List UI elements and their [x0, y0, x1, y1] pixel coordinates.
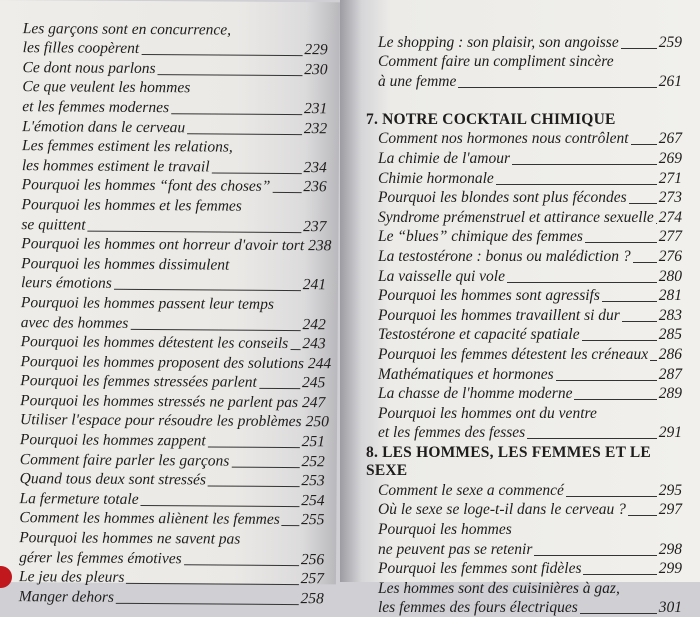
toc-entry-title: ne peuvent pas se retenir — [378, 541, 532, 559]
dot-leader — [272, 192, 301, 193]
toc-entry-title: La vaisselle qui vole — [378, 268, 505, 286]
toc-entry-page: 244 — [308, 355, 331, 373]
toc-entry-title: Ce que veulent les hommes — [22, 79, 190, 98]
toc-entry-title: La testostérone : bonus ou malédiction ? — [378, 248, 631, 266]
toc-entry-page: 242 — [302, 316, 325, 334]
toc-entry-title: les hommes estiment le travail — [22, 157, 210, 176]
dot-leader — [580, 613, 657, 614]
toc-entry-title: Testostérone et capacité spatiale — [378, 326, 580, 344]
toc-entry-page: 229 — [304, 41, 327, 59]
toc-entry-title: les filles coopèrent — [23, 39, 140, 58]
toc-list-chapter-8 — [378, 480, 682, 617]
toc-entry-title: Les hommes sont des cuisinières à gaz, — [378, 580, 620, 598]
toc-entry — [378, 266, 682, 286]
toc-entry-page: 295 — [659, 482, 682, 500]
toc-entry-page: 269 — [659, 150, 682, 168]
toc-entry-page: 291 — [659, 424, 682, 442]
dot-leader — [628, 515, 657, 516]
toc-entry — [378, 423, 682, 443]
toc-entry-page: 297 — [659, 501, 682, 519]
toc-entry-page: 301 — [659, 599, 682, 617]
dot-leader — [534, 555, 656, 556]
toc-entry — [20, 449, 325, 471]
dot-leader — [582, 340, 657, 341]
toc-entry-title: Utiliser l'espace pour résoudre les problèmes — [20, 412, 302, 432]
toc-entry — [23, 18, 328, 40]
toc-entry-title: Comment nos hormones nous contrôlent — [378, 130, 629, 148]
toc-entry — [19, 508, 324, 530]
toc-entry-title: Pourquoi les hommes “font des choses” — [22, 177, 271, 197]
toc-entry-title: La fermeture totale — [19, 490, 138, 509]
toc-entry — [378, 344, 682, 364]
toc-entry-title: gérer les femmes émotives — [19, 549, 182, 568]
toc-entry-page: 251 — [302, 433, 325, 451]
toc-entry — [19, 567, 324, 589]
toc-entry-page: 261 — [659, 73, 682, 91]
dot-leader — [574, 399, 656, 400]
dot-leader — [566, 496, 657, 497]
toc-entry — [20, 430, 325, 452]
toc-entry-page: 259 — [659, 34, 682, 52]
toc-entry-title: avec des hommes — [21, 314, 129, 333]
toc-entry-title: Quand tous deux sont stressés — [20, 470, 206, 489]
toc-entry-title: Pourquoi les hommes proposent des solutions — [20, 353, 304, 373]
toc-entry-page: 231 — [304, 100, 327, 118]
toc-entry — [378, 578, 682, 598]
toc-entry-title: Le jeu des pleurs — [19, 568, 125, 587]
chapter-7 — [378, 105, 682, 443]
toc-entry-title: à une femme — [378, 73, 456, 91]
toc-entry-page: 237 — [303, 218, 326, 236]
dot-leader — [184, 564, 299, 566]
toc-entry — [378, 403, 682, 423]
toc-entry — [378, 305, 682, 325]
toc-entry — [22, 155, 327, 177]
dot-leader — [211, 172, 301, 174]
dot-leader — [208, 447, 300, 449]
toc-entry — [378, 52, 682, 72]
toc-entry-title: Pourquoi les hommes ne savent pas — [19, 529, 240, 549]
toc-entry — [20, 469, 325, 491]
toc-entry — [378, 148, 682, 168]
toc-entry-title: La chimie de l'amour — [378, 150, 510, 168]
toc-entry — [378, 519, 682, 539]
toc-entry-title: Comment faire parler les garçons — [20, 451, 230, 470]
toc-entry — [378, 129, 682, 149]
toc-entry-page: 230 — [304, 61, 327, 79]
dot-leader — [527, 438, 657, 439]
chapter-heading: 8. LES HOMMES, LES FEMMES ET LE SEXE — [366, 456, 682, 480]
toc-entry — [378, 364, 682, 384]
toc-entry-title: Comment le sexe a commencé — [378, 482, 564, 500]
dot-leader — [141, 505, 300, 507]
dot-leader — [556, 380, 657, 381]
dot-leader — [512, 164, 657, 165]
toc-entry — [19, 547, 324, 569]
toc-entry-page: 283 — [659, 307, 682, 325]
toc-entry — [378, 246, 682, 266]
toc-entry — [21, 273, 326, 295]
toc-entry-title: Pourquoi les hommes — [378, 521, 512, 539]
toc-entry-title: Pourquoi les hommes sont agressifs — [378, 287, 600, 305]
toc-entry — [21, 312, 326, 334]
toc-entry-page: 273 — [659, 189, 682, 207]
dot-leader — [130, 328, 300, 330]
toc-entry — [378, 325, 682, 345]
toc-entry-page: 247 — [302, 394, 325, 412]
toc-entry-title: et les femmes des fesses — [378, 424, 525, 442]
dot-leader — [116, 603, 299, 605]
toc-list-left — [19, 18, 328, 608]
toc-entry-page: 256 — [301, 551, 324, 569]
toc-entry-page: 280 — [659, 268, 682, 286]
toc-entry — [19, 528, 324, 550]
toc-entry-title: Chimie hormonale — [378, 170, 494, 188]
dot-leader — [192, 95, 325, 96]
dot-leader — [114, 289, 301, 291]
toc-entry — [20, 390, 325, 412]
toc-entry — [19, 488, 324, 510]
left-page — [0, 0, 340, 584]
toc-list-chapter-7 — [378, 129, 682, 443]
toc-entry — [378, 32, 682, 52]
toc-entry-title: se quittent — [21, 216, 85, 234]
dot-leader — [208, 486, 299, 488]
right-page — [340, 0, 700, 582]
toc-entry-page: 276 — [659, 248, 682, 266]
dot-leader — [171, 113, 302, 115]
toc-entry-page: 271 — [659, 170, 682, 188]
dot-leader — [656, 223, 657, 224]
toc-entry-page: 258 — [301, 590, 324, 608]
toc-entry — [22, 194, 327, 216]
toc-entry-title: Pourquoi les hommes ont horreur d'avoir tort — [21, 235, 304, 255]
toc-entry-title: Syndrome prémenstruel et attirance sexuelle — [378, 209, 654, 227]
dot-leader — [126, 583, 298, 585]
toc-entry — [22, 116, 327, 138]
toc-entry-title: Pourquoi les hommes zappent — [20, 431, 206, 450]
toc-entry-page: 285 — [659, 326, 682, 344]
dot-leader — [621, 48, 657, 49]
toc-entry — [21, 332, 326, 354]
toc-entry — [378, 71, 682, 91]
toc-entry-page: 255 — [301, 512, 324, 530]
dot-leader — [235, 154, 325, 155]
toc-entry-title: Pourquoi les hommes dissimulent — [21, 255, 229, 274]
toc-entry — [22, 97, 327, 119]
dot-leader — [141, 54, 302, 56]
toc-entry-page: 243 — [302, 335, 325, 353]
toc-entry-title: Comment faire un compliment sincère — [378, 53, 614, 71]
toc-entry-title: Pourquoi les femmes sont fidèles — [378, 560, 581, 578]
toc-entry-page: 281 — [659, 287, 682, 305]
dot-leader — [158, 74, 303, 76]
toc-entry-title: Pourquoi les femmes détestent les créneaux — [378, 346, 648, 364]
toc-entry — [378, 598, 682, 617]
dot-leader — [88, 230, 302, 232]
dot-leader — [583, 574, 656, 575]
dot-leader — [585, 242, 657, 243]
toc-entry — [19, 586, 324, 608]
toc-entry — [21, 214, 326, 236]
toc-entry — [378, 559, 682, 579]
toc-entry-title: La chasse de l'homme moderne — [378, 385, 572, 403]
toc-entry-page: 267 — [659, 130, 682, 148]
toc-entry — [378, 539, 682, 559]
toc-entry — [20, 410, 325, 432]
toc-entry — [22, 57, 327, 79]
toc-entry-title: L'émotion dans le cerveau — [22, 118, 185, 137]
toc-entry-title: leurs émotions — [21, 274, 112, 293]
toc-entry-page: 299 — [659, 560, 682, 578]
toc-entry-title: Pourquoi les hommes détestent les conseils — [21, 333, 289, 353]
dot-leader — [458, 87, 656, 88]
dot-leader — [231, 271, 324, 272]
toc-entry-title: Pourquoi les hommes passent leur temps — [21, 294, 274, 314]
toc-entry — [21, 253, 326, 275]
dot-leader — [631, 144, 657, 145]
toc-entry-page: 274 — [659, 209, 682, 227]
toc-entry — [378, 168, 682, 188]
toc-entry-title: Mathématiques et hormones — [378, 366, 554, 384]
toc-entry-page: 232 — [304, 120, 327, 138]
toc-entry-page: 289 — [659, 385, 682, 403]
toc-entry-title: Manger dehors — [19, 588, 114, 607]
toc-entry-title: Pourquoi les hommes ont du ventre — [378, 405, 597, 423]
toc-entry-title: Pourquoi les hommes travaillent si dur — [378, 307, 620, 325]
toc-entry-title: Les femmes estiment les relations, — [22, 137, 233, 156]
toc-entry — [21, 292, 326, 314]
toc-entry-title: Les garçons sont en concurrence, — [23, 20, 231, 39]
dot-leader — [629, 203, 657, 204]
toc-entry-title: Le “blues” chimique des femmes — [378, 228, 583, 246]
dot-leader — [507, 282, 657, 283]
toc-entry-page: 277 — [659, 228, 682, 246]
toc-entry-page: 238 — [308, 237, 331, 255]
toc-entry — [378, 227, 682, 247]
toc-entry-page: 236 — [303, 178, 326, 196]
dot-leader — [187, 133, 302, 135]
toc-entry — [20, 371, 325, 393]
dot-leader — [244, 213, 325, 214]
toc-entry-page: 245 — [302, 374, 325, 392]
toc-entry — [22, 136, 327, 158]
toc-entry-title: Pourquoi les blondes sont plus fécondes — [378, 189, 627, 207]
toc-entry-title: Comment les hommes aliènent les femmes — [19, 510, 280, 530]
dot-leader — [282, 525, 299, 526]
toc-entry-title: Ce dont nous parlons — [22, 59, 155, 78]
toc-entry — [22, 175, 327, 197]
toc-entry-title: et les femmes modernes — [22, 98, 169, 117]
toc-entry — [378, 207, 682, 227]
toc-entry — [21, 234, 326, 256]
toc-entry — [378, 384, 682, 404]
toc-entry — [22, 77, 327, 99]
toc-entry — [23, 38, 328, 60]
chapter-heading: 7. NOTRE COCKTAIL CHIMIQUE — [366, 105, 682, 129]
toc-entry-page: 250 — [306, 414, 329, 432]
toc-entry-page: 286 — [659, 346, 682, 364]
toc-list-right-intro — [378, 32, 682, 91]
toc-entry-page: 298 — [659, 541, 682, 559]
toc-entry-page: 234 — [304, 159, 327, 177]
dot-leader — [602, 301, 657, 302]
dot-leader — [650, 360, 657, 361]
toc-entry-title: les femmes des fours électriques — [378, 599, 578, 617]
dot-leader — [622, 321, 657, 322]
toc-entry-title: Où le sexe se loge-t-il dans le cerveau ? — [378, 501, 626, 519]
toc-entry-title: Pourquoi les femmes stressées parlent — [20, 372, 257, 392]
toc-entry-page: 257 — [301, 570, 324, 588]
toc-entry-page: 252 — [301, 453, 324, 471]
toc-entry-page: 241 — [303, 276, 326, 294]
dot-leader — [233, 36, 326, 37]
toc-entry-title: Pourquoi les hommes et les femmes — [22, 196, 242, 216]
dot-leader — [633, 262, 657, 263]
toc-entry-page: 253 — [301, 472, 324, 490]
toc-entry — [378, 188, 682, 208]
dot-leader — [496, 184, 657, 185]
toc-entry — [378, 480, 682, 500]
dot-leader — [231, 466, 299, 467]
dot-leader — [259, 388, 300, 389]
toc-entry-page: 254 — [301, 492, 324, 510]
toc-entry — [20, 351, 325, 373]
toc-entry-title: Pourquoi les hommes stressés ne parlent pas — [20, 392, 298, 412]
toc-entry-title: Le shopping : son plaisir, son angoisse — [378, 34, 619, 52]
dot-leader — [242, 546, 322, 547]
toc-entry-page: 287 — [659, 366, 682, 384]
dot-leader — [290, 349, 300, 350]
toc-entry — [378, 500, 682, 520]
chapter-8 — [378, 456, 682, 617]
toc-entry — [378, 286, 682, 306]
